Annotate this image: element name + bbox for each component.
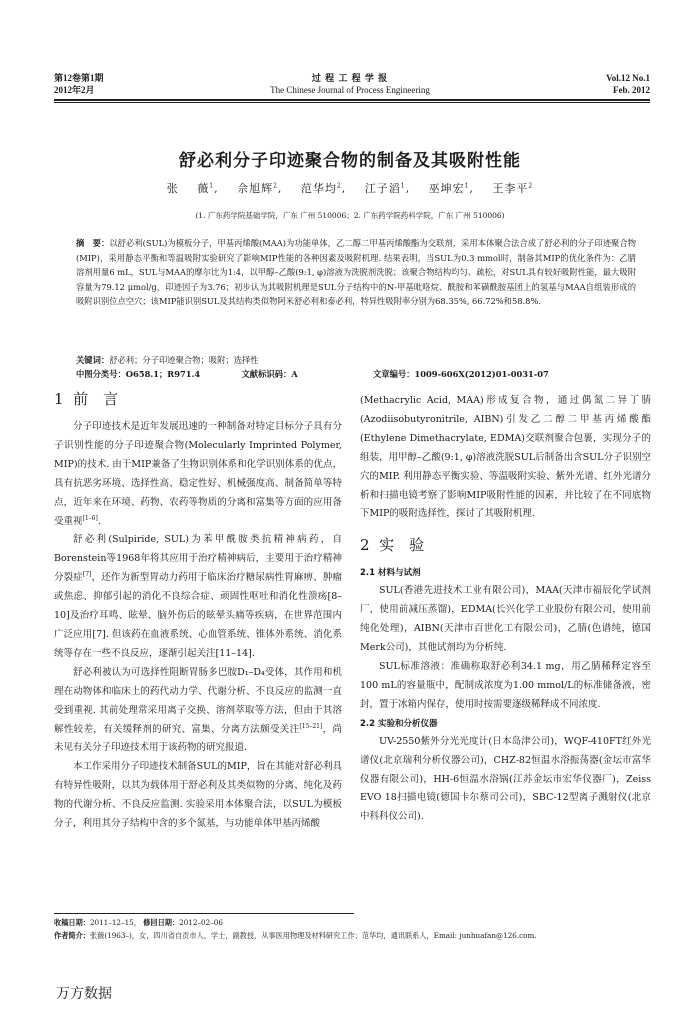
clc-label: 中图分类号： [76,369,126,379]
abstract-text: 以舒必利(SUL)为模板分子，甲基丙烯酸(MAA)为功能单体，乙二醇二甲基丙烯酸酯为交联剂，采用本体聚合法合成了舒必利的分子印迹聚合物(MIP)，采用静态平衡和等温吸附实验研究了影响MIP性能的各种因素及吸附机理. 结果表明，当SUL为0.3 mmol时，制备其MIP的优化条件为：乙腈溶剂用量6 mL，SUL与MAA的摩尔比为1:4，以甲醇–乙酸(9:1, φ)溶液为洗脱剂洗脱；该聚合物结构均匀、疏松，对SUL具有较好吸附性能，最大吸附容量为79.12 μmol/g，印迹因子为3.76；初步认为其吸附机理是SUL分子结构中的N-甲基吡咯烷、酰胺和苯磺酰胺基团上的氢基与MAA自组装形成的吸附识别位点空穴；该MIP能识别SUL及其结构类似物阿米舒必利和泰必利，特异性吸附率分别为68.35%, 66.72%和58.8%. [76,238,636,307]
abstract-label: 摘 要： [76,238,110,248]
section-number: 1 [54,390,64,408]
right-column [360,392,651,827]
author: 范华均$^2$, [300,182,347,195]
journal-cn: 过 程 工 程 学 报 [311,73,389,83]
footnote-dates: 收稿日期：2011–12–15， 修回日期：2012–02–06 [54,918,223,927]
author: 张 薇$^1$, [166,182,219,195]
paragraph: 本工作采用分子印迹技术制备SUL的MIP，旨在其能对舒必利具有特异性吸附，以其为载体用于舒必利及其类似物的分离、纯化及药物的代谢分析、不良反应监测. 实验采用本体聚合法，以SUL为模板分子，利用其分子结构中含的多个氮基，与功能单体甲基丙烯酸 [54,761,342,830]
classification [76,367,636,381]
section-heading [360,534,651,556]
paragraph: SUL(香港先进技术工业有限公司)，MAA(天津市福辰化学试剂厂，使用前减压蒸馏)，EDMA(长兴化学工业股份有限公司，使用前纯化处理)，AIBN(天津市百世化工有限公司)，乙腈(色谱纯，德国Merk公司)，其他试剂均为分析纯. [360,585,651,654]
keywords-label: 关键词： [76,355,110,365]
header-rule-thin [54,102,650,103]
author: 佘旭辉$^2$, [237,182,283,195]
paragraph: SUL标准溶液：准确称取舒必利34.1 mg，用乙腈稀释定容至100 mL的容量瓶中，配制成浓度为1.00 mmol/L的标准储备液，密封，置于冰箱内保存，使用时按需要逐级稀释成不同浓度. [360,660,651,710]
paragraph: UV-2550紫外分光光度计(日本岛津公司)，WQF-410FT红外光谱仪(北京瑞利分析仪器公司)，CHZ-82恒温水浴振荡器(金坛市富华仪器有限公司)，HH-6恒温水浴锅(江苏金坛市宏华仪器厂)，Zeiss EVO 18扫描电镜(德国卡尔蔡司公司)，SBC-12型离子溅射仪(北京中科科仪公司). [360,735,651,823]
doc-label: 文献标识码： [241,369,292,379]
clc-value: O658.1；R971.4 [125,369,201,379]
section-number: 2 [360,536,370,555]
keywords-text: 舒必利；分子印迹聚合物；吸附；选择性 [109,355,259,365]
abstract [76,236,636,309]
paper-title: 舒必利分子印迹聚合物的制备及其吸附性能 [179,151,521,171]
paragraph: (Methacrylic Acid, MAA)形成复合物，通过偶氮二异丁腈(Azodiisobutyronitrile, AIBN)引发乙二醇二甲基丙烯酸酯(Ethylene Dimethacrylate, EDMA)交联剂聚合包裹，实现分子的组装，用甲醇–乙酸(9:1, φ)溶液洗脱SUL后制备出含SUL分子识别空穴的MIP. 利用静态平衡实验、等温吸附实验、紫外光谱、红外光谱分析和扫描电镜考察了影响MIP吸附性能的因素，并比较了在不同底物下MIP的吸附选择性，探讨了其吸附机理. [360,395,651,520]
section-title: 实 验 [379,536,425,555]
author: 江子滔$^1$, [364,182,411,195]
author: 王李平$^2$ [492,182,534,195]
volume-en: Vol.12 No.1 [606,73,650,83]
article-label: 文章编号： [372,369,415,379]
footnote [54,916,654,942]
paragraph: 舒必利被认为可选择性阻断胃肠多巴胺D₁–D₄受体，其作用和机理在动物体和临床上的药代动力学、代谢分析、不良反应的监测一直受到重视. 其前处理常采用离子交换、溶剂萃取等方法，但由于其溶解性较差，有关缓释剂的研究、富集、分离方法颇受关注[15–21]，尚未见有关分子印迹技术用于该药物的研究报道. [54,666,342,754]
volume-cn: 第12卷第1期 [54,73,104,83]
header-right [606,72,650,96]
watermark: 万方数据 [56,986,112,1002]
author-list [0,180,700,196]
subsection-title: 2.1 材料与试剂 [360,568,421,579]
paragraph: 舒必利(Sulpiride, SUL)为苯甲酰胺类抗精神病药，自Borenstein等1968年将其应用于治疗精神病后，主要用于治疗精神分裂症[7]，还作为新型胃动力药用于临床治疗糖尿病性胃麻痹、肿瘤或焦虑、抑郁引起的消化不良综合症、顽固性呕吐和消化性溃疡[8–10]及治疗耳鸣、眩晕、脑外伤后的眩晕头痛等疾病，在世界范围内广泛应用[7]. 但该药在血液系统、心血管系统、锥体外系统、消化系统等存在一些不良反应，逐渐引起关注[11–14]. [54,534,342,659]
author: 巫坤宏$^1$, [428,182,474,195]
header-center [0,72,700,96]
left-column [54,388,342,834]
footnote-rule [54,913,354,914]
date-cn: 2012年2月 [54,85,95,95]
journal-en: The Chinese Journal of Process Engineering [270,85,430,95]
keywords [76,353,636,367]
affiliation: (1. 广东药学院基础学院，广东 广州 510006；2. 广东药学院药科学院，广东 广州 510006) [195,211,505,220]
date-en: Feb. 2012 [613,85,650,95]
footnote-bio: 作者简介：张薇(1963–)，女，四川省自贡市人，学士，副教授，从事医用物理及材料研究工作；范华均，通讯联系人，Email: junhuafan@126.com. [54,931,537,940]
article-value: 1009-606X(2012)01-0031-07 [414,369,549,379]
header-rule [54,99,650,101]
doc-value: A [291,369,298,379]
section-title: 前 言 [73,390,119,408]
subsection-title: 2.2 实验和分析仪器 [360,718,438,729]
section-heading [54,388,342,410]
paragraph: 分子印迹技术是近年发展迅速的一种制备对特定目标分子具有分子识别性能的分子印迹聚合物(Molecularly Imprinted Polymer, MIP)的技术. 由于MIP兼备了生物识别体系和化学识别体系的优点，具有抗恶劣环境、选择性高、稳定性好、机械强度高、制备简单等特点，近年来在环境、药物、农药等物质的分离和富集等方面的应用备受重视[1–6]. [54,421,342,527]
